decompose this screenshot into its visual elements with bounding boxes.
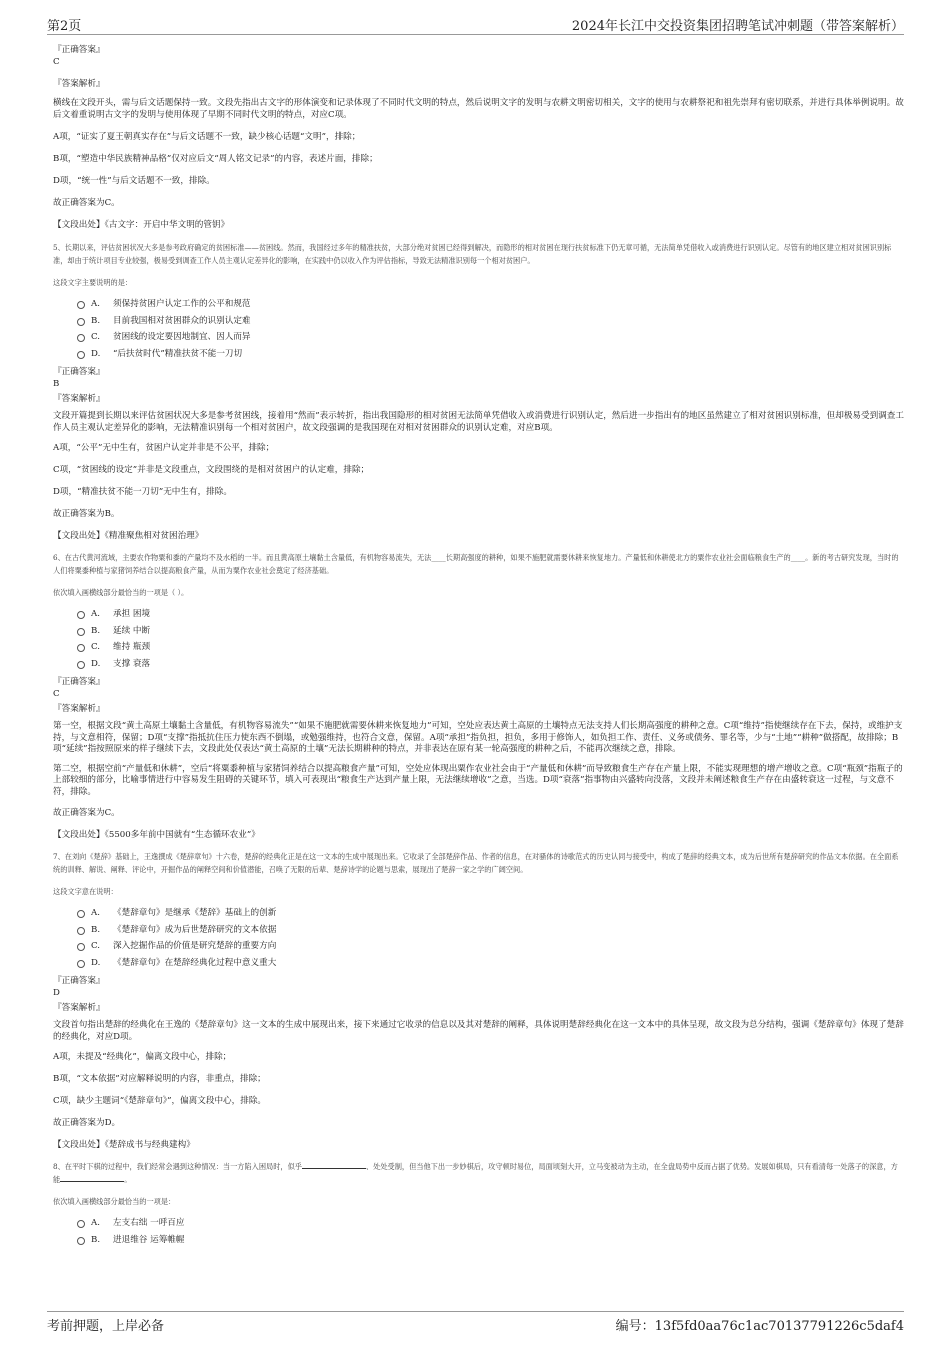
options-list [77, 296, 904, 362]
radio-icon[interactable] [77, 301, 85, 309]
option-c[interactable]: C. 贫困线的设定要因地制宜、因人而异 [77, 329, 904, 346]
q7-section [53, 850, 904, 1151]
question-prompt: 这段文字意在说明： [53, 887, 118, 896]
option-c[interactable]: C. 深入挖掘作品的价值是研究楚辞的重要方向 [77, 938, 904, 955]
source: 【文段出处】《5500多年前中国就有“生态循环农业”》 [53, 830, 260, 840]
option-b[interactable]: B. 目前我国相对贫困群众的识别认定难 [77, 313, 904, 330]
option-a[interactable]: A. 须保持贫困户认定工作的公平和规范 [77, 296, 904, 313]
radio-icon[interactable] [77, 628, 85, 636]
option-b[interactable]: B. 《楚辞章句》成为后世楚辞研究的文本依据 [77, 922, 904, 939]
analysis-option-d: D项，“精准扶贫不能一刀切”无中生有，排除。 [53, 487, 232, 497]
page-number: 第2页 [47, 19, 82, 34]
source: 【文段出处】《古文字：开启中华文明的管钥》 [53, 220, 230, 230]
analysis-option-a: A项，“证实了夏王朝真实存在”与后文话题不一致，缺少核心话题“文明”，排除； [53, 132, 361, 142]
source: 【文段出处】《精准聚焦相对贫困治理》 [53, 531, 204, 541]
answer-value: B [53, 379, 60, 389]
conclusion: 故正确答案为B。 [53, 509, 120, 519]
question-text: 7、在刘向《楚辞》基础上，王逸撰成《楚辞章句》十六卷，楚辞的经典化正是在这一文本的生成中展现出来。它收录了全部楚辞作品、作者的信息，在对骚体的诗歌范式的历史认同与接受中，构成了楚辞的经典文本，成为后世所有楚辞研究的作品文本依据。在全面系统的训释、解说、阐释、评论中，开掘作品的阐释空间和价值潜能，召唤了无限的后辈、楚辞诗学的论题与思索，展现出了楚辞一家之学的广阔空间。 [53, 852, 899, 874]
analysis-option-c: C项，“贫困线的设定”并非是文段重点，文段围绕的是相对贫困户的认定难，排除； [53, 465, 370, 475]
question-text: 6、在古代黄河流域，主要农作物粟和黍的产量均不及水稻的一半。而且黄高原土壤黏土含量低，有机物容易流失，无法____长期高强度的耕种，如果不施肥就需要休耕来恢复地力。产量低和休耕使北方的粟作农业社会面临粮食生产的____。新的考古研究发现，当时的人们将粟黍种植与家猪饲养结合以提高粮食产量，从而为粟作农业社会奠定了经济基础。 [53, 553, 899, 575]
analysis-option-a: A项，“公平”无中生有，贫困户认定并非是不公平，排除； [53, 443, 275, 453]
analysis-text: 文段开篇提到长期以来评估贫困状况大多是参考贫困线，接着用“然而”表示转折，指出我国隐形的相对贫困无法简单凭借收入或消费进行识别认定，然后进一步指出有的地区虽然建立了相对贫困识别标准，但却极易受到调查工作人员主观认定差异化的影响，无法精准识别每一个相对贫困户，故文段强调的是我国现在对相对贫困群众的识别认定难，对应B项。 [53, 411, 904, 433]
document-content [53, 44, 904, 1248]
conclusion: 故正确答案为C。 [53, 198, 120, 208]
answer-label: 『正确答案』 [53, 45, 105, 55]
document-title: 2024年长江中交投资集团招聘笔试冲刺题（带答案解析） [571, 19, 904, 34]
answer-value: C [53, 689, 60, 699]
option-a[interactable]: A. 左支右绌 一呼百应 [77, 1215, 904, 1232]
q5-section [53, 241, 904, 542]
radio-icon[interactable] [77, 661, 85, 669]
footer-slogan: 考前押题，上岸必备 [47, 1319, 165, 1334]
question-text: 8、在平时下棋的过程中，我们经常会遇到这种情况：当一方陷入困局时，似乎 、处处受制，但当他下出一步妙棋后，攻守顿时易位，局面顷刻大开，立马变被动为主动，在全盘局势中反而占据了优势。发展如棋局，只有看清每一处落子的深意，方能 。 [53, 1162, 898, 1184]
radio-icon[interactable] [77, 334, 85, 342]
analysis-text: 横线在文段开头，需与后文话题保持一致。文段先指出古文字的形体演变和记录体现了不同时代文明的特点，然后说明文字的发明与农耕文明密切相关，文字的使用与农耕祭祀和祖先崇拜有密切联系，并进行具体举例说明。故后文着重说明古文字的发明与使用体现了早期不同时代文明的特点，对应C项。 [53, 98, 904, 120]
analysis-text-2: 第二空，根据空前“产量低和休耕”，空后“将粟黍种植与家猪饲养结合以提高粮食产量”可知，空处应体现出粟作农业社会由于“产量低和休耕”而导致粮食生产存在产量上限，不能实现理想的增产增收之意。C项“瓶颈”指瓶子的上部较细的部分，比喻事情进行中容易发生阻碍的关键环节，填入可表现出“粮食生产达到产量上限，无法继续增收”之意，当选。D项“衰落”指事物由兴盛转向没落，文段并未阐述粮食生产存在由盛转衰这一过程，与文意不符，排除。 [53, 763, 903, 797]
option-a[interactable]: A. 《楚辞章句》是继承《楚辞》基础上的创新 [77, 905, 904, 922]
analysis-option-a: A项，未提及“经典化”，偏离文段中心，排除； [53, 1052, 232, 1062]
option-d[interactable]: D. 支撑 衰落 [77, 656, 904, 673]
analysis-label: 『答案解析』 [53, 79, 105, 89]
analysis-option-c: C项，缺少主题词“《楚辞章句》”，偏离文段中心，排除。 [53, 1096, 267, 1106]
answer-value: D [53, 988, 60, 998]
answer-value: C [53, 57, 60, 67]
question-prompt: 依次填入画横线部分最恰当的一项是： [53, 1197, 176, 1206]
q8-section [53, 1160, 904, 1248]
radio-icon[interactable] [77, 943, 85, 951]
blank-2 [60, 1175, 124, 1182]
answer-label: 『正确答案』 [53, 976, 105, 986]
options-list [77, 905, 904, 971]
conclusion: 故正确答案为C。 [53, 808, 120, 818]
radio-icon[interactable] [77, 1220, 85, 1228]
radio-icon[interactable] [77, 910, 85, 918]
radio-icon[interactable] [77, 318, 85, 326]
q4-section [53, 44, 904, 231]
radio-icon[interactable] [77, 611, 85, 619]
question-prompt: 依次填入画横线部分最恰当的一项是（ ）。 [53, 588, 189, 597]
answer-label: 『正确答案』 [53, 367, 105, 377]
question-text: 5、长期以来，评估贫困状况大多是参考政府确定的贫困标准——贫困线。然而，我国经过多年的精准扶贫，大部分绝对贫困已经得到解决，而隐形的相对贫困在现行扶贫标准下仍无章可循，无法简单凭借收入或消费进行识别认定。尽管有的地区建立相对贫困识别标准，却由于统计项目专业较强，极易受到调查工作人员主观认定差异化的影响，在实践中仍以收入作为评估指标，导致无法精准识别每一个相对贫困户。 [53, 243, 892, 265]
options-list [77, 606, 904, 672]
option-b[interactable]: B. 延续 中断 [77, 623, 904, 640]
blank-1 [302, 1162, 366, 1169]
answer-label: 『正确答案』 [53, 677, 105, 687]
analysis-label: 『答案解析』 [53, 704, 105, 714]
analysis-text: 文段首句指出楚辞的经典化在王逸的《楚辞章句》这一文本的生成中展现出来，接下来通过它收录的信息以及其对楚辞的阐释，具体说明楚辞经典化在这一文本中的具体呈现，故文段为总分结构，强调《楚辞章句》体现了楚辞的经典化，对应D项。 [53, 1020, 904, 1042]
radio-icon[interactable] [77, 644, 85, 652]
option-a[interactable]: A. 承担 困境 [77, 606, 904, 623]
source: 【文段出处】《楚辞成书与经典建构》 [53, 1140, 195, 1150]
conclusion: 故正确答案为D。 [53, 1118, 121, 1128]
analysis-label: 『答案解析』 [53, 1003, 105, 1013]
radio-icon[interactable] [77, 960, 85, 968]
radio-icon[interactable] [77, 927, 85, 935]
analysis-option-b: B项，“文本依据”对应解释说明的内容，非重点，排除； [53, 1074, 266, 1084]
page-header [47, 12, 904, 35]
q6-section [53, 551, 904, 841]
analysis-option-d: D项，“统一性”与后文话题不一致，排除。 [53, 176, 215, 186]
option-c[interactable]: C. 维持 瓶颈 [77, 639, 904, 656]
option-d[interactable]: D. “后扶贫时代”精准扶贫不能一刀切 [77, 346, 904, 363]
analysis-option-b: B项，“塑造中华民族精神品格”仅对应后文“周人铭文记录”的内容，表述片面，排除； [53, 154, 378, 164]
analysis-label: 『答案解析』 [53, 394, 105, 404]
analysis-text-1: 第一空，根据文段“黄土高原土壤黏土含量低，有机物容易流失”“如果不施肥就需要休耕来恢复地力”可知，空处应表达黄土高原的土壤特点无法支持人们长期高强度的耕种之意。C项“维持”指使继续存在下去，保持，或维护支持，与文意相符，保留；D项“支撑”指抵抗住压力使东西不倒塌，或勉强维持，也符合文意，保留。A项“承担”指负担，担负，多用于修饰人，如负担工作、责任、义务或债务、罪名等，少与“土地”“耕种”做搭配，故排除；B项“延续”指按照原来的样子继续下去，文段此处仅表达“黄土高原的土壤”无法长期耕种的特点，并非表达在原有某一轮高强度的耕种之后，不能再次继续之意，排除。 [53, 721, 903, 754]
option-d[interactable]: D. 《楚辞章句》在楚辞经典化过程中意义重大 [77, 955, 904, 972]
radio-icon[interactable] [77, 351, 85, 359]
question-prompt: 这段文字主要说明的是： [53, 278, 133, 287]
page-footer [47, 1311, 904, 1334]
document-id: 编号：13f5fd0aa76c1ac70137791226c5daf4 [615, 1319, 904, 1334]
radio-icon[interactable] [77, 1237, 85, 1245]
options-list [77, 1215, 904, 1248]
option-b[interactable]: B. 进退维谷 运筹帷幄 [77, 1232, 904, 1249]
